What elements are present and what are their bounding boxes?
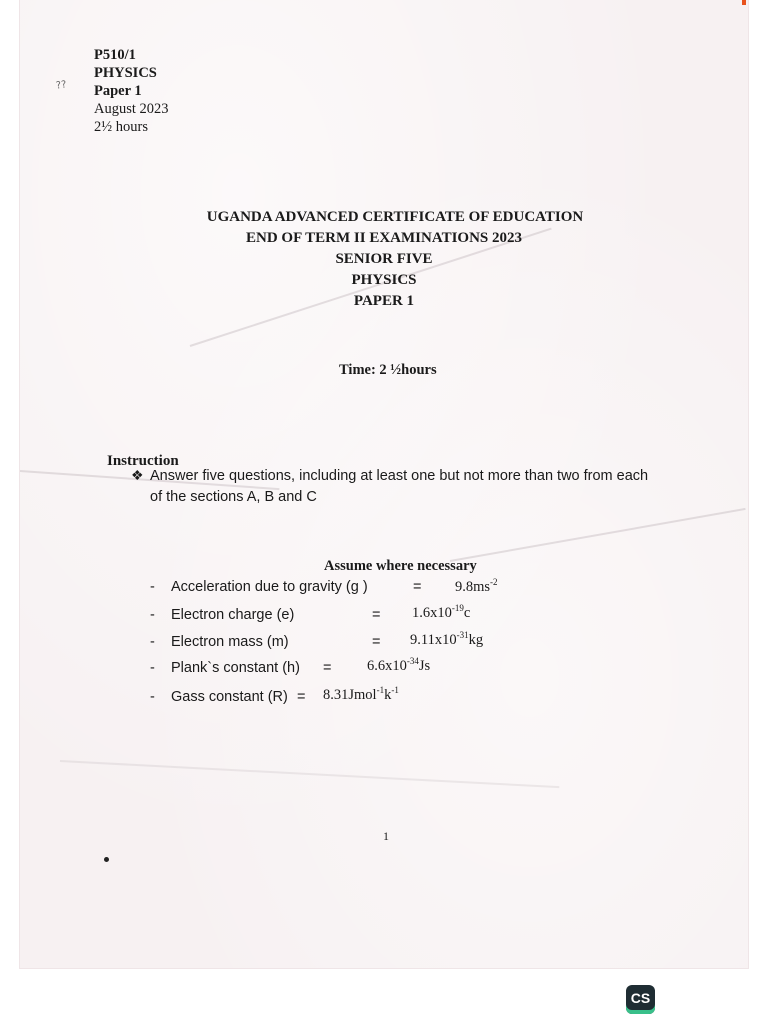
time-allowed: Time: 2 ½hours xyxy=(339,362,437,378)
constant-name: Acceleration due to gravity (g ) xyxy=(171,579,368,595)
instruction-text: Answer five questions, including at least one but not more than two from each of the sections A, B and C xyxy=(150,468,649,505)
diamond-bullet-icon: ❖ xyxy=(131,469,144,484)
constant-value: $1.6x10^{-19}c$ xyxy=(412,603,471,621)
equals-sign: = xyxy=(372,607,381,623)
constant-value: $8.31Jmol^{-1}k^{-1}$ xyxy=(323,685,399,703)
equals-sign: = xyxy=(323,660,332,676)
constant-name: Electron charge (e) xyxy=(171,607,295,623)
paper-subject: PHYSICS xyxy=(94,65,157,81)
paper-duration: 2½ hours xyxy=(94,119,148,135)
paper-code: P510/1 xyxy=(94,47,136,63)
equals-sign: = xyxy=(413,579,422,595)
paper-header xyxy=(94,46,169,136)
title-line-paper: PAPER 1 xyxy=(353,293,415,309)
list-dash: - xyxy=(150,660,155,676)
page-number: 1 xyxy=(383,829,389,843)
list-dash: - xyxy=(150,689,155,705)
handwritten-margin-note: ?? xyxy=(55,79,68,92)
title-line-class: SENIOR FIVE xyxy=(335,251,433,267)
paper-number: Paper 1 xyxy=(94,83,142,99)
exam-title xyxy=(0,207,768,312)
list-dash: - xyxy=(150,579,155,595)
constant-value: $9.11x10^{-31}kg$ xyxy=(410,630,484,648)
list-dash: - xyxy=(150,607,155,623)
constant-name: Gass constant (R) xyxy=(171,689,288,705)
title-line-subject: PHYSICS xyxy=(351,272,417,288)
constant-name: Electron mass (m) xyxy=(171,634,289,650)
constant-name: Plank`s constant (h) xyxy=(171,660,300,676)
list-dash: - xyxy=(150,634,155,650)
title-line-exam: END OF TERM II EXAMINATIONS 2023 xyxy=(246,230,522,246)
ink-dot xyxy=(104,857,109,862)
equals-sign: = xyxy=(297,689,306,705)
constant-value: $9.8ms^{-2}$ xyxy=(455,577,498,595)
constant-value: $6.6x10^{-34}Js$ xyxy=(367,656,431,674)
paper-crease xyxy=(450,508,746,562)
assume-heading: Assume where necessary xyxy=(324,558,477,574)
equals-sign: = xyxy=(372,634,381,650)
instruction-heading: Instruction xyxy=(107,453,179,469)
paper-date: August 2023 xyxy=(94,101,169,117)
camscanner-logo: CS xyxy=(626,985,655,1014)
title-line-board: UGANDA ADVANCED CERTIFICATE OF EDUCATION xyxy=(206,209,584,225)
paper-crease xyxy=(60,760,559,788)
edge-mark xyxy=(742,0,746,5)
